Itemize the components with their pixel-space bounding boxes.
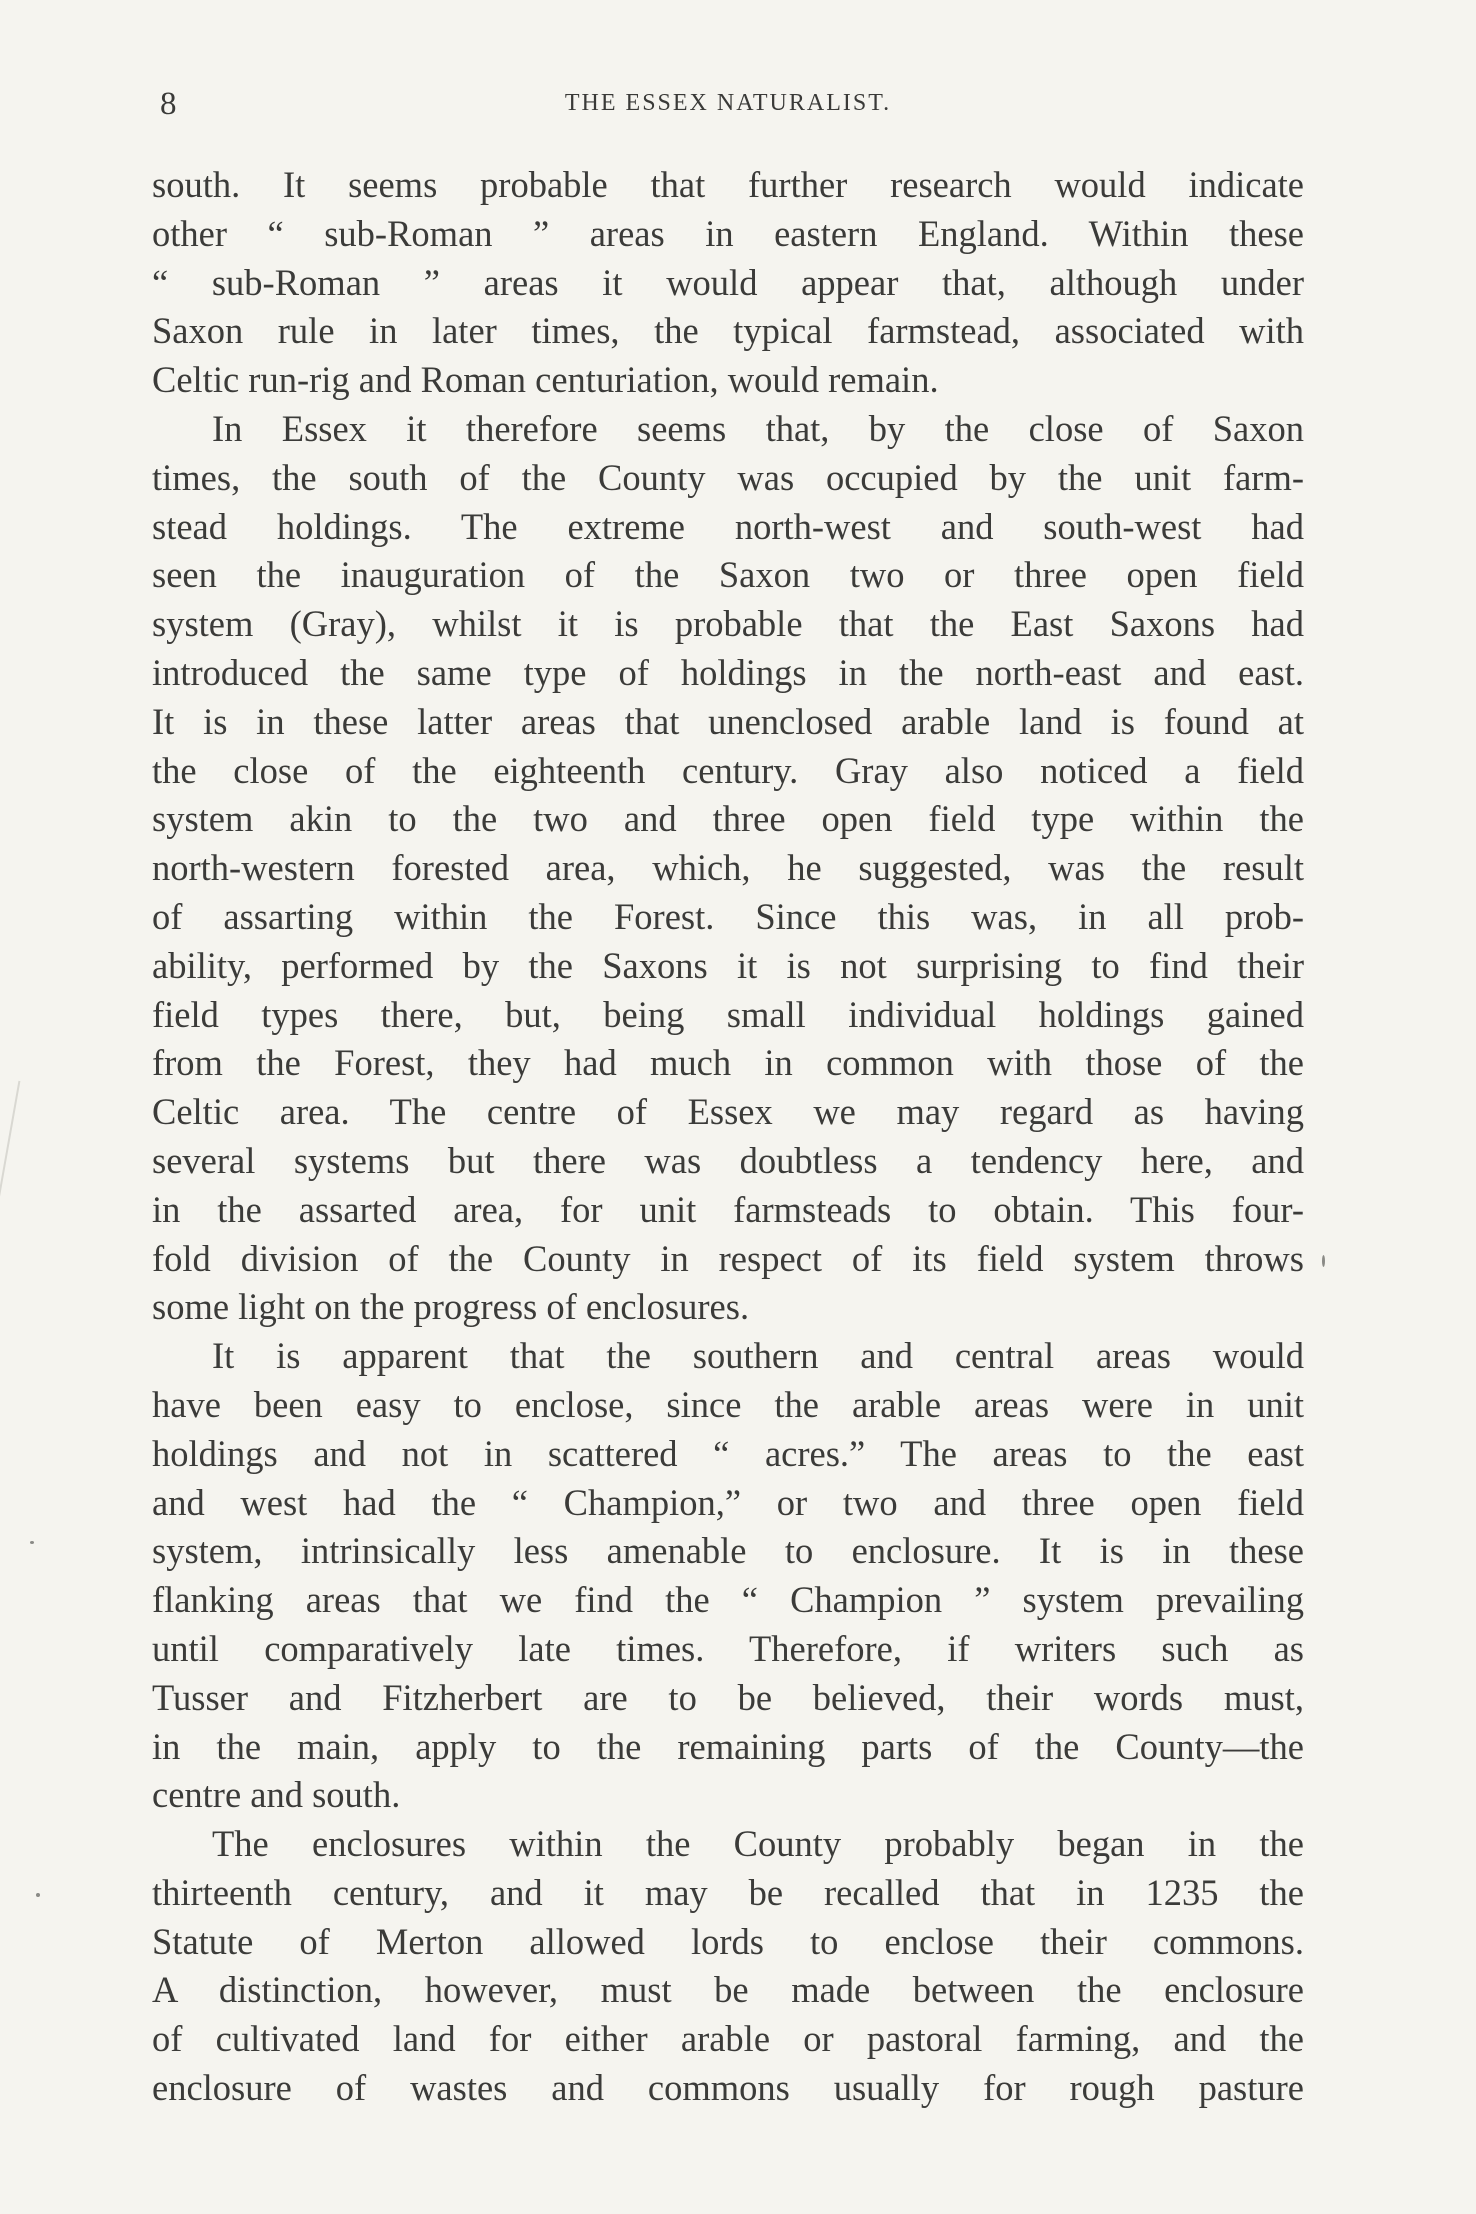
text-line: and west had the “ Champion,” or two and three open field (152, 1481, 1304, 1523)
paragraph (152, 1332, 1304, 1820)
body-text (152, 161, 1304, 2113)
text-line: A distinction, however, must be made between the enclosure (152, 1969, 1304, 2011)
text-line: Statute of Merton allowed lords to enclose their commons. (152, 1920, 1304, 1962)
text-line: times, the south of the County was occupied by the unit farm- (152, 456, 1304, 498)
text-line: from the Forest, they had much in common with those of the (152, 1042, 1304, 1084)
text-line: stead holdings. The extreme north-west and south-west had (152, 505, 1304, 547)
running-head (152, 86, 1304, 132)
page-number: 8 (160, 86, 177, 122)
text-line: seen the inauguration of the Saxon two or three open field (152, 554, 1304, 596)
text-line: system akin to the two and three open field type within the (152, 798, 1304, 840)
text-line: until comparatively late times. Therefore, if writers such as (152, 1627, 1304, 1669)
text-line: several systems but there was doubtless a tendency here, and (152, 1139, 1304, 1181)
text-line: holdings and not in scattered “ acres.” The areas to the east (152, 1432, 1304, 1474)
text-line: It is apparent that the southern and central areas would (212, 1335, 1304, 1377)
text-line: other “ sub-Roman ” areas in eastern England. Within these (152, 212, 1304, 254)
text-line: Saxon rule in later times, the typical farmstead, associated with (152, 310, 1304, 352)
text-line: flanking areas that we find the “ Champion ” system prevailing (152, 1579, 1304, 1621)
text-line: north-western forested area, which, he suggested, was the result (152, 847, 1304, 889)
paragraph (152, 405, 1304, 1332)
text-line: It is in these latter areas that unenclosed arable land is found at (152, 700, 1304, 742)
text-line: “ sub-Roman ” areas it would appear that, although under (152, 261, 1304, 303)
print-speck (30, 1541, 34, 1544)
journal-title: THE ESSEX NATURALIST. (564, 90, 892, 116)
text-line: south. It seems probable that further research would indicate (152, 164, 1304, 205)
paragraph (152, 1820, 1304, 2113)
text-line: introduced the same type of holdings in the north-east and east. (152, 651, 1304, 693)
text-line: centre and south. (152, 1774, 401, 1816)
text-line: system, intrinsically less amenable to enclosure. It is in these (152, 1530, 1304, 1572)
print-speck (36, 1893, 40, 1897)
text-line: Celtic area. The centre of Essex we may regard as having (152, 1091, 1304, 1133)
paragraph (152, 161, 1304, 405)
text-line: of cultivated land for either arable or pastoral farming, and the (152, 2018, 1304, 2060)
print-speck (1322, 1255, 1325, 1267)
text-line: fold division of the County in respect of its field system throws (152, 1237, 1304, 1279)
text-line: the close of the eighteenth century. Gray also noticed a field (152, 749, 1304, 791)
text-line: field types there, but, being small individual holdings gained (152, 993, 1304, 1035)
text-line: ability, performed by the Saxons it is not surprising to find their (152, 944, 1304, 986)
text-line: system (Gray), whilst it is probable that the East Saxons had (152, 603, 1304, 645)
page-edge-mark (0, 1081, 20, 1200)
text-line: in the main, apply to the remaining parts of the County—the (152, 1725, 1304, 1767)
text-line: enclosure of wastes and commons usually for rough pasture (152, 2067, 1304, 2109)
text-line: Celtic run-rig and Roman centuriation, would remain. (152, 359, 939, 401)
text-line: in the assarted area, for unit farmsteads to obtain. This four- (152, 1188, 1304, 1230)
text-line: of assarting within the Forest. Since this was, in all prob- (152, 895, 1304, 937)
text-line: have been easy to enclose, since the arable areas were in unit (152, 1383, 1304, 1425)
text-line: In Essex it therefore seems that, by the close of Saxon (212, 407, 1304, 449)
text-line: Tusser and Fitzherbert are to be believed, their words must, (152, 1676, 1304, 1718)
text-line: The enclosures within the County probably began in the (212, 1823, 1304, 1865)
text-line: thirteenth century, and it may be recalled that in 1235 the (152, 1871, 1304, 1913)
text-line: some light on the progress of enclosures. (152, 1286, 750, 1328)
